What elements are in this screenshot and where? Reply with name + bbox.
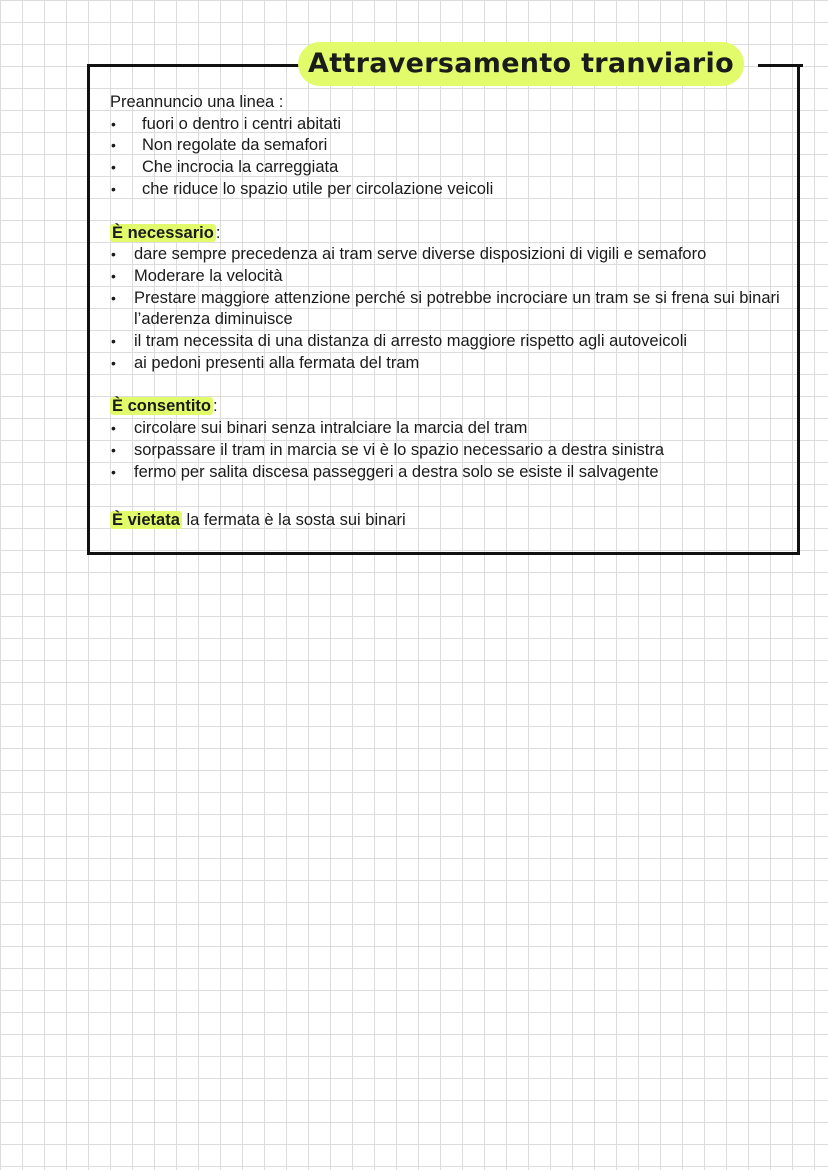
list-item: • il tram necessita di una distanza di arresto maggiore rispetto agli autoveicoli: [110, 331, 798, 353]
highlighted-heading: È vietata: [112, 511, 180, 530]
list-item: • che riduce lo spazio utile per circolazione veicoli: [110, 179, 798, 201]
section-consentito: [110, 396, 798, 483]
section-heading: [110, 396, 798, 418]
list-item: • fermo per salita discesa passeggeri a destra solo se esiste il salvagente: [110, 462, 798, 484]
note-content: [110, 92, 798, 532]
list-item: • ai pedoni presenti alla fermata del tram: [110, 353, 798, 375]
list-item: • dare sempre precedenza ai tram serve diverse disposizioni di vigili e semaforo: [110, 244, 798, 266]
heading-suffix: :: [213, 397, 218, 416]
list-item: • Che incrocia la carreggiata: [110, 157, 798, 179]
intro-lead: Preannuncio una linea :: [110, 93, 284, 111]
list-item: • fuori o dentro i centri abitati: [110, 114, 798, 136]
highlighted-heading: È necessario: [112, 223, 214, 242]
necessario-list: [110, 244, 798, 374]
list-item: • circolare sui binari senza intralciare la marcia del tram: [110, 418, 798, 440]
section-necessario: [110, 223, 798, 375]
highlighted-heading: È consentito: [112, 397, 212, 416]
section-heading: [110, 223, 798, 245]
list-item: • Non regolate da semafori: [110, 135, 798, 157]
intro-list: [110, 114, 798, 201]
heading-suffix: :: [215, 223, 221, 242]
section-vietata: [110, 510, 798, 532]
page-title: Attraversamento tranviario: [298, 42, 744, 86]
list-item: • Prestare maggiore attenzione perché si potrebbe incrociare un tram se si frena sui binari l’aderenza diminuisce: [110, 288, 798, 331]
list-item: • Moderare la velocità: [110, 266, 798, 288]
consentito-list: [110, 418, 798, 483]
list-item: • sorpassare il tram in marcia se vi è lo spazio necessario a destra sinistra: [110, 440, 798, 462]
vietata-text: la fermata è la sosta sui binari: [181, 511, 406, 530]
